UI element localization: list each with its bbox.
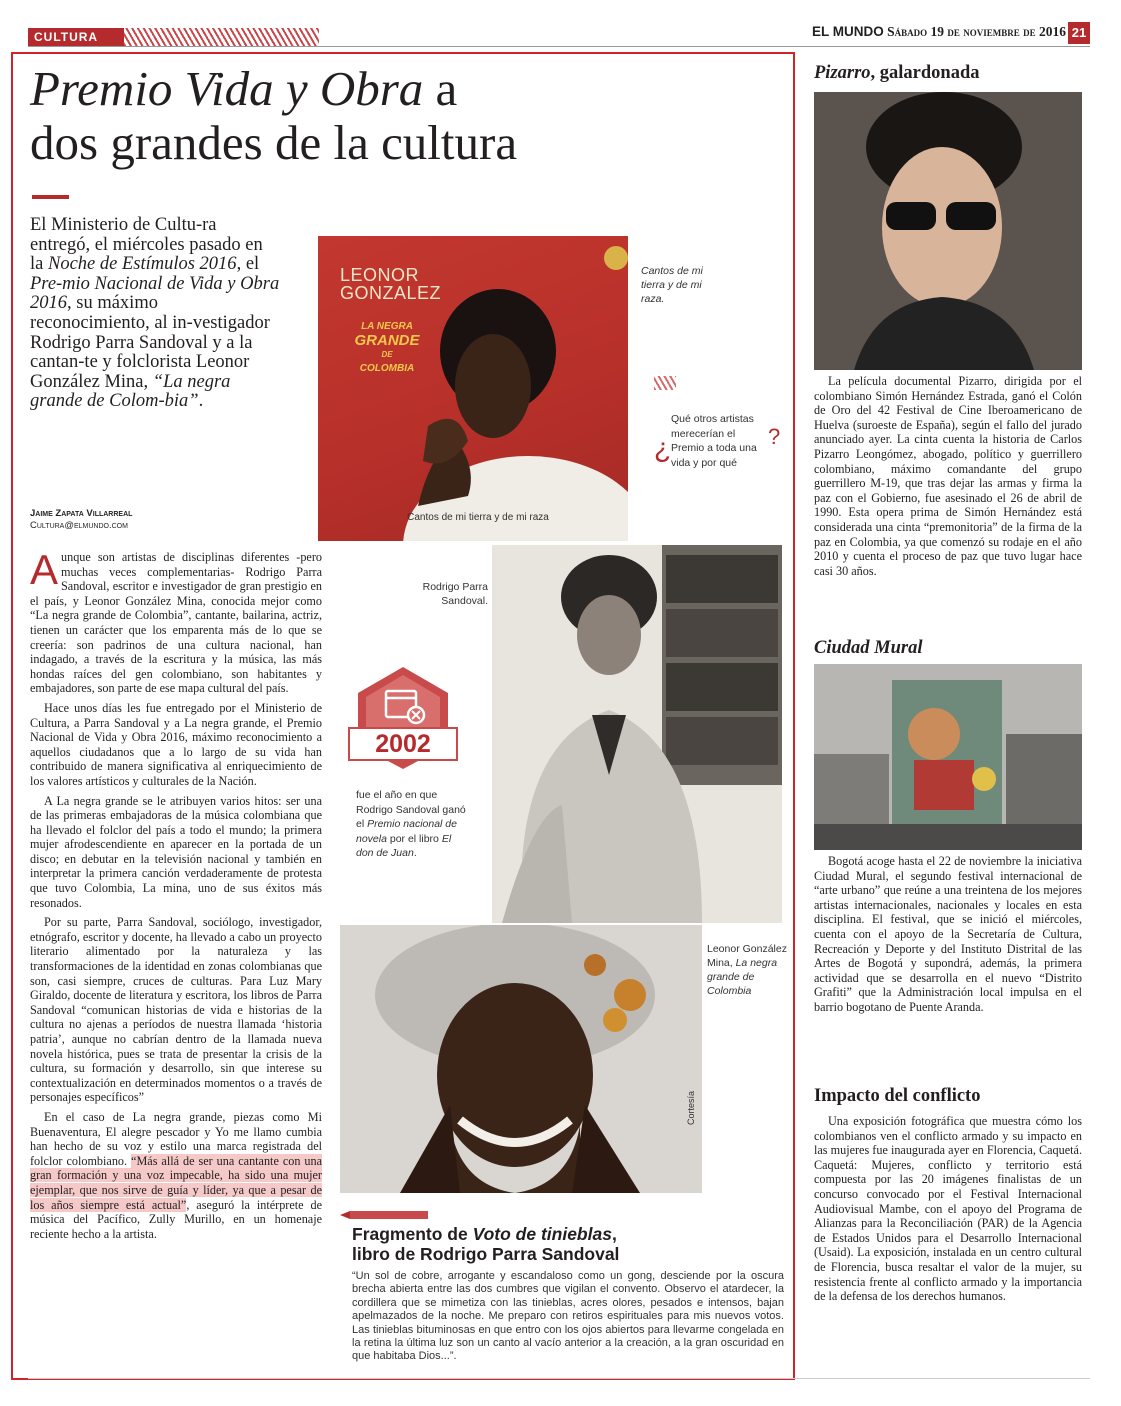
album-caption [641, 264, 713, 306]
year-text: por el libro [386, 832, 442, 845]
article-body [30, 546, 323, 1246]
byline [30, 508, 132, 532]
paragraph-text: unque son artistas de disciplinas diferentes -pero muchas veces complementarias- Rodrigo Parra Sandoval, escritor e investigador de gran prestigio en el país, y Leonor González Mina, conocida mejor como “La negra grande de Colombia”, cantante, bailarina, actriz, tienen un carácter que los emparenta más de lo que se creería: son padrinos de una cultura nacional, han indagado, a través de la escritura y la música, las más hondas raíces del gen colombiano, son habitantes y embajadores, son parte de ese mapa cultural del país. [30, 550, 322, 696]
paragraph: A La negra grande se le atribuyen varios hitos: ser una de las primeras embajadoras de la música colombiana que ha llevado el folclor del país a todo el mundo; la primera mujer afrodescendiente en aparecer en la portada de un disco; en debutar en la televisión nacional y también en interpretar la primera canción verdaderamente de protesta que tuvo Colombia, La mina, uno de sus éxitos más resonados. [30, 793, 322, 910]
lead-paragraph [30, 216, 280, 412]
issue-date: Sábado 19 de noviembre de 2016 [887, 24, 1066, 39]
footer-rule [28, 1378, 1090, 1379]
author-email: Cultura@elmundo.com [30, 520, 128, 531]
paragraph-text: , aseguró la intérprete de música del Pacífico, Zully Murillo, en un homenaje reciente hecho a la artista. [30, 1197, 322, 1241]
pizarro-text: La película documental Pizarro, dirigida por el colombiano Simón Hernández Estrada, ganó el Colón de Oro del 42 Festival de Cine Iberoamericano de Huelva (suroeste de España), según el fallo del jurado anunciado ayer. La cinta cuenta la historia de Carlos Pizarro Leongómez, abogado, político y guerrillero colombiano, máximo comandante del grupo guerrillero M-19, que tras dejar las armas y firma la paz con el Gobierno, fue asesinado el 26 de abril de 1990. Esta opera prima de Simón Hernández está considerada una cinta “premonitoria” de la firma de la paz en Colombia, ya que comenzó su rodaje en el año 2010 y cuenta el proceso de paz que tuvo lugar hace casi 30 años. [814, 374, 1082, 578]
album-artist [340, 266, 441, 302]
fragment-title-line-2: libro de Rodrigo Parra Sandoval [352, 1244, 620, 1264]
lead-text: El Ministerio de Cultu-ra entregó, el miércoles pasado en la [30, 215, 263, 275]
album-title-line: DE [381, 350, 393, 359]
year-number: 2002 [348, 727, 458, 761]
headline [30, 62, 770, 170]
question-open-icon: ¿ [654, 432, 672, 463]
pizarro-title-italic: Pizarro [814, 63, 871, 83]
conflicto-text: Una exposición fotográfica que muestra cómo los colombianos ven el conflicto armado y su impacto en las mujeres fue inaugurada ayer en Florencia, Caquetá. Caquetá: Mujeres, conflicto y territorio está compuesta por las 20 imágenes finalistas de un concurso convocado por el Festival Internacional Audiovisual Mambe, con el apoyo del Programa de Alianzas para la Reconciliación (PAR) de la Agencia de Estados Unidos para el Desarrollo Internacional (Usaid). La exposición, instalada en un centro cultural de Florencia, busca resaltar el valor de la mujer, su resistencia frente al conflicto armado y la importancia de la defensa de los derechos humanos. [814, 1114, 1082, 1304]
leonor-photo [340, 925, 702, 1193]
paragraph [30, 546, 322, 696]
rodrigo-photo-illustration [492, 545, 782, 923]
mural-photo-illustration [814, 664, 1082, 850]
album-title-line: COLOMBIA [359, 363, 415, 374]
lead-text: , el [236, 254, 260, 275]
paragraph: Hace unos días les fue entregado por el Ministerio de Cultura, a Parra Sandoval y a La negra grande, el Premio Nacional de Vida y Obra 2016, máximo reconocimiento a aquellos ciudadanos que a lo largo de su vida han contribuido de manera significativa al enriquecimiento de los valores artísticos y culturales de la Nación. [30, 700, 322, 788]
album-cover-photo [318, 236, 628, 541]
album-caption-text: Cantos de mi tierra y de mi raza. [641, 265, 703, 305]
question-text: Qué otros artistas merecerían el Premio a toda una vida y por qué [671, 413, 757, 469]
year-badge [348, 665, 458, 770]
accent-bar [32, 195, 69, 199]
album-artist-line: LEONOR [340, 265, 420, 285]
masthead [812, 24, 1066, 40]
highlighted-quote: “Más allá de ser una cantante con una gran formación y una voz impecable, ha sido una mujer ejemplar, que nos sirve de guía y líder, ya que a pesar de los años siempre está actual” [30, 1153, 323, 1212]
fragment-title-text: Fragmento de [352, 1224, 473, 1244]
fragment-title-text: , [611, 1224, 617, 1244]
lead-text: , su máximo reconocimiento, al in-vestigador Rodrigo Parra Sandoval y a la cantan-te y folclorista Leonor González Mina, [30, 293, 270, 392]
paragraph-text: En el caso de La negra grande, piezas como Mi Buenaventura, El alegre pescador y Yo me llamo cumbia han hecho de su voz y estilo una marca registrada del folclor colombiano. [30, 1109, 322, 1168]
question-hatch-decoration [654, 376, 676, 390]
newspaper-name: EL MUNDO [811, 24, 884, 39]
photo-credit: Cortesía [686, 1090, 696, 1125]
section-tag: CULTURA [28, 28, 124, 46]
album-title [342, 320, 432, 376]
headline-part: a [423, 61, 458, 116]
leonor-caption-text: Leonor González Mina, [707, 943, 787, 969]
paragraph [30, 1110, 322, 1241]
year-description [356, 788, 468, 861]
lead-italic: “La negra grande de Colom-bia” [30, 371, 231, 412]
year-text: . [413, 847, 417, 859]
album-title-line: LA NEGRA [361, 321, 413, 332]
mural-photo [814, 664, 1082, 850]
conflicto-title: Impacto del conflicto [814, 1086, 981, 1106]
header-rule [28, 46, 1090, 47]
year-text: fue el año en que Rodrigo Sandoval ganó el [356, 789, 466, 830]
paragraph: Por su parte, Parra Sandoval, sociólogo, investigador, etnógrafo, escritor y docente, ha llevado a cabo un proyecto literario alimentado por la naturaleza y las transformaciones de la identidad en zonas colombianas que son, casi siempre, cruces de culturas. Para Luz Mary Giraldo, docente de literatura y escritora, los libros de Parra Sandoval “comunican historias de vida e historias de la cultura no ajenas a períodos de nuestra llamada ‘historia patria’, aunque no cabrían dentro de la llamada nueva novela histórica, pues se trata de presentar la crisis de la cultura, su formación y desarrollo, sin que interese su contextualización en determinados momentos o a través de personajes específicos” [30, 915, 322, 1105]
pizarro-photo-illustration [814, 92, 1082, 370]
album-title-line: GRANDE [354, 332, 420, 349]
rodrigo-caption: Rodrigo Parra Sandoval. [422, 581, 488, 607]
year-text-italic: El don de Juan [356, 832, 452, 859]
pencil-icon [340, 1210, 430, 1220]
mural-text: Bogotá acoge hasta el 22 de noviembre la iniciativa Ciudad Mural, el segundo festival internacional de “arte urbano” que reúne a una treintena de los mejores artistas internacionales, nacionales y locales en esta disciplina. El festival, que se inició el miércoles, cuenta con el apoyo de la Secretaría de Cultura, Recreación y Deporte y del Instituto Distrital de las Artes de Bogotá y supondrá, además, la primera actividad que se desarrolla en el nuevo “Distrito Grafiti” que la Administración local impulsa en el barrio bogotano de Puente Aranda. [814, 854, 1082, 1014]
leonor-caption [707, 942, 787, 998]
leonor-caption-italic: La negra grande de Colombia [707, 957, 778, 997]
lead-text: . [198, 391, 204, 412]
fragment-title-italic: Voto de tinieblas [472, 1224, 612, 1244]
lead-italic: Noche de Estímulos 2016 [47, 254, 237, 275]
pizarro-title [814, 63, 980, 84]
mural-title: Ciudad Mural [814, 638, 923, 658]
leonor-photo-illustration [340, 925, 702, 1193]
headline-italic: Premio Vida y Obra [30, 61, 424, 116]
pizarro-title-text: , galardonada [870, 63, 980, 83]
lead-italic: Pre-mio Nacional de Vida y Obra 2016 [30, 273, 280, 314]
page-number: 21 [1068, 22, 1090, 44]
album-bottom-text: Cantos de mi tierra y de mi raza [407, 512, 549, 523]
rodrigo-photo [492, 545, 782, 923]
author-name: Jaime Zapata Villarreal [30, 508, 133, 519]
headline-line-2: dos grandes de la cultura [30, 115, 518, 170]
drop-cap: A [30, 546, 59, 593]
question-close-icon: ? [768, 424, 781, 449]
section-hatch-decoration [124, 28, 319, 46]
year-text-italic: Premio nacional de novela [356, 818, 457, 845]
fragment-body: “Un sol de cobre, arrogante y escandaloso como un gong, desciende por la oscura brecha abierta entre las dos cumbres que vigilan el convento. Observo el atardecer, la cordillera que se mimetiza con las tinieblas, acres olores, pesados e intensos, bajan apelmazados de la noche. Me preparo con retiros espirituales para mis nuevos votos. Las tinieblas bituminosas en que entro con los ojos abiertos para llevarme congelada en la retina la última luz son un canto al vacío anterior a la creación, a la gran oscuridad en que habitaba Dios...”. [352, 1270, 784, 1363]
fragment-title [352, 1224, 782, 1264]
album-artist-line: GONZALEZ [340, 283, 442, 303]
pizarro-director-photo [814, 92, 1082, 370]
